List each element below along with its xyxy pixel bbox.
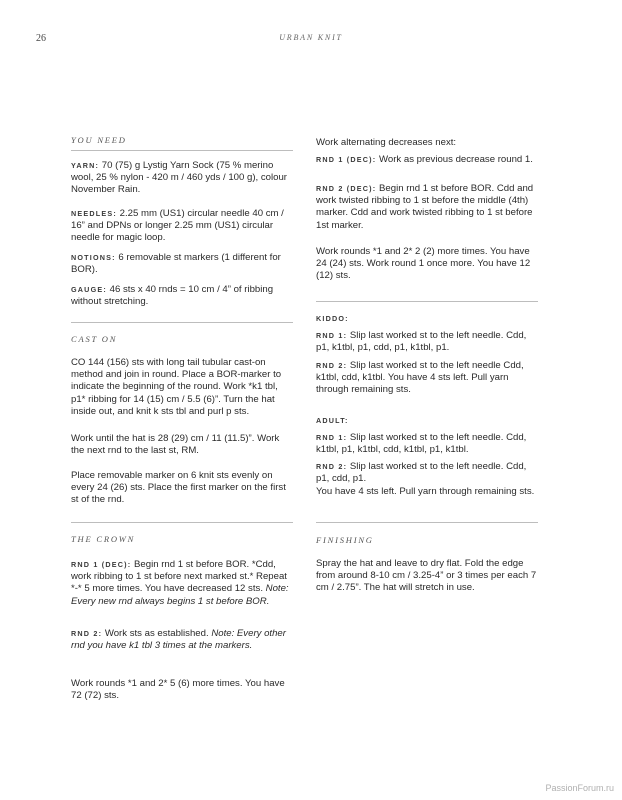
crown-rnd1-text: Begin rnd 1 st before BOR. *Cdd, work ribbing to 1 st before next marked st.* Repeat *-* 5 more times. You have decreased 12 sts. (71, 559, 287, 595)
right-rnd1-paragraph (316, 154, 538, 166)
needles-paragraph (71, 208, 293, 245)
adult-heading: ADULT: (316, 416, 349, 425)
kiddo-heading: KIDDO: (316, 314, 349, 323)
right-work-paragraph: Work rounds *1 and 2* 2 (2) more times. You have 24 (24) sts. Work round 1 once more. You have 12 (12) sts. (316, 246, 531, 282)
needles-label: NEEDLES: (71, 209, 117, 218)
cast-on-heading: CAST ON (71, 334, 118, 344)
crown-heading: THE CROWN (71, 534, 136, 544)
section-rule (316, 301, 538, 302)
yarn-label: YARN: (71, 161, 100, 170)
kiddo-rnd2-label: RND 2: (316, 361, 348, 370)
adult-rnd1-text: Slip last worked st to the left needle. Cdd, k1tbl, p1, k1tbl, cdd, k1tbl, p1, k1tbl. (316, 432, 527, 456)
cast-on-paragraph-1: CO 144 (156) sts with long tail tubular cast-on method and join in round. Place a BOR-marker to indicate the beginning of the round. Work *k1 tbl, p1* ribbing for 14 (15) cm / 5.5 (6)”. Turn the hat inside out, and knit k sts tbl and purl p sts. (71, 357, 282, 417)
kiddo-rnd1-label: RND 1: (316, 331, 348, 340)
cast-on-paragraph-3: Place removable marker on 6 knit sts evenly on every 24 (26) sts. Place the first marker on the first st of the rnd. (71, 470, 286, 506)
watermark: PassionForum.ru (545, 783, 614, 793)
yarn-paragraph (71, 160, 293, 197)
finishing-heading: FINISHING (316, 535, 374, 545)
gauge-label: GAUGE: (71, 285, 107, 294)
adult-rnd1-label: RND 1: (316, 433, 348, 442)
adult-rnd2-label: RND 2: (316, 462, 348, 471)
section-rule (71, 150, 293, 151)
crown-work-paragraph: Work rounds *1 and 2* 5 (6) more times. You have 72 (72) sts. (71, 678, 285, 702)
needles-text: 2.25 mm (US1) circular needle 40 cm / 16” and DPNs or longer 2.25 mm (US1) circular needle for magic loop. (71, 208, 284, 244)
notions-label: NOTIONS: (71, 253, 116, 262)
cast-on-paragraph-2: Work until the hat is 28 (29) cm / 11 (11.5)”. Work the next rnd to the last st, RM. (71, 433, 280, 457)
crown-rnd2-label: RND 2: (71, 629, 103, 638)
you-need-heading: YOU NEED (71, 135, 127, 145)
adult-rnd2-paragraph (316, 461, 538, 485)
section-rule (316, 522, 538, 523)
kiddo-rnd1-paragraph (316, 330, 538, 354)
crown-rnd1-note: Note: Every new rnd always begins 1 st before BOR. (71, 583, 289, 607)
alternating-intro: Work alternating decreases next: (316, 137, 457, 148)
gauge-text: 46 sts x 40 rnds = 10 cm / 4” of ribbing without stretching. (71, 284, 274, 308)
crown-rnd1-paragraph (71, 559, 293, 608)
right-rnd1-label: RND 1 (DEC): (316, 155, 377, 164)
yarn-text: 70 (75) g Lystig Yarn Sock (75 % merino wool, 25 % nylon - 420 m / 460 yds / 100 g), colour November Rain. (71, 160, 287, 196)
right-rnd2-text: Begin rnd 1 st before BOR. Cdd and work twisted ribbing to 1 st before the middle (4th) marker. Cdd and work twisted ribbing to 1 st before 1st marker. (316, 183, 534, 231)
page-number: 26 (36, 33, 46, 44)
kiddo-rnd2-text: Slip last worked st to the left needle Cdd, k1tbl, cdd, k1tbl. You have 4 sts left. Pull yarn through remaining sts. (316, 360, 524, 396)
finishing-paragraph: Spray the hat and leave to dry flat. Fold the edge from around 8-10 cm / 3.25-4” or 3 times per each 7 cm / 2.75”. The hat will stretch in use. (316, 558, 537, 594)
notions-text: 6 removable st markers (1 different for BOR). (71, 252, 281, 276)
kiddo-rnd1-text: Slip last worked st to the left needle. Cdd, p1, k1tbl, p1, cdd, p1, k1tbl, p1. (316, 330, 527, 354)
running-title: URBAN KNIT (279, 33, 343, 42)
notions-paragraph (71, 252, 293, 276)
crown-rnd2-text: Work sts as established. (102, 628, 212, 639)
adult-rnd2-tail: You have 4 sts left. Pull yarn through remaining sts. (316, 486, 535, 497)
crown-rnd2-paragraph (71, 628, 293, 652)
right-rnd2-paragraph (316, 183, 538, 232)
kiddo-rnd2-paragraph (316, 360, 538, 397)
crown-rnd1-label: RND 1 (DEC): (71, 560, 132, 569)
adult-rnd2-text: Slip last worked st to the left needle. Cdd, p1, cdd, p1. (316, 461, 527, 485)
gauge-paragraph (71, 284, 293, 308)
section-rule (71, 522, 293, 523)
crown-rnd2-note: Note: Every other rnd you have k1 tbl 3 times at the markers. (71, 628, 286, 652)
right-rnd1-text: Work as previous decrease round 1. (376, 154, 533, 165)
right-rnd2-label: RND 2 (DEC): (316, 184, 377, 193)
section-rule (71, 322, 293, 323)
adult-rnd1-paragraph (316, 432, 538, 456)
